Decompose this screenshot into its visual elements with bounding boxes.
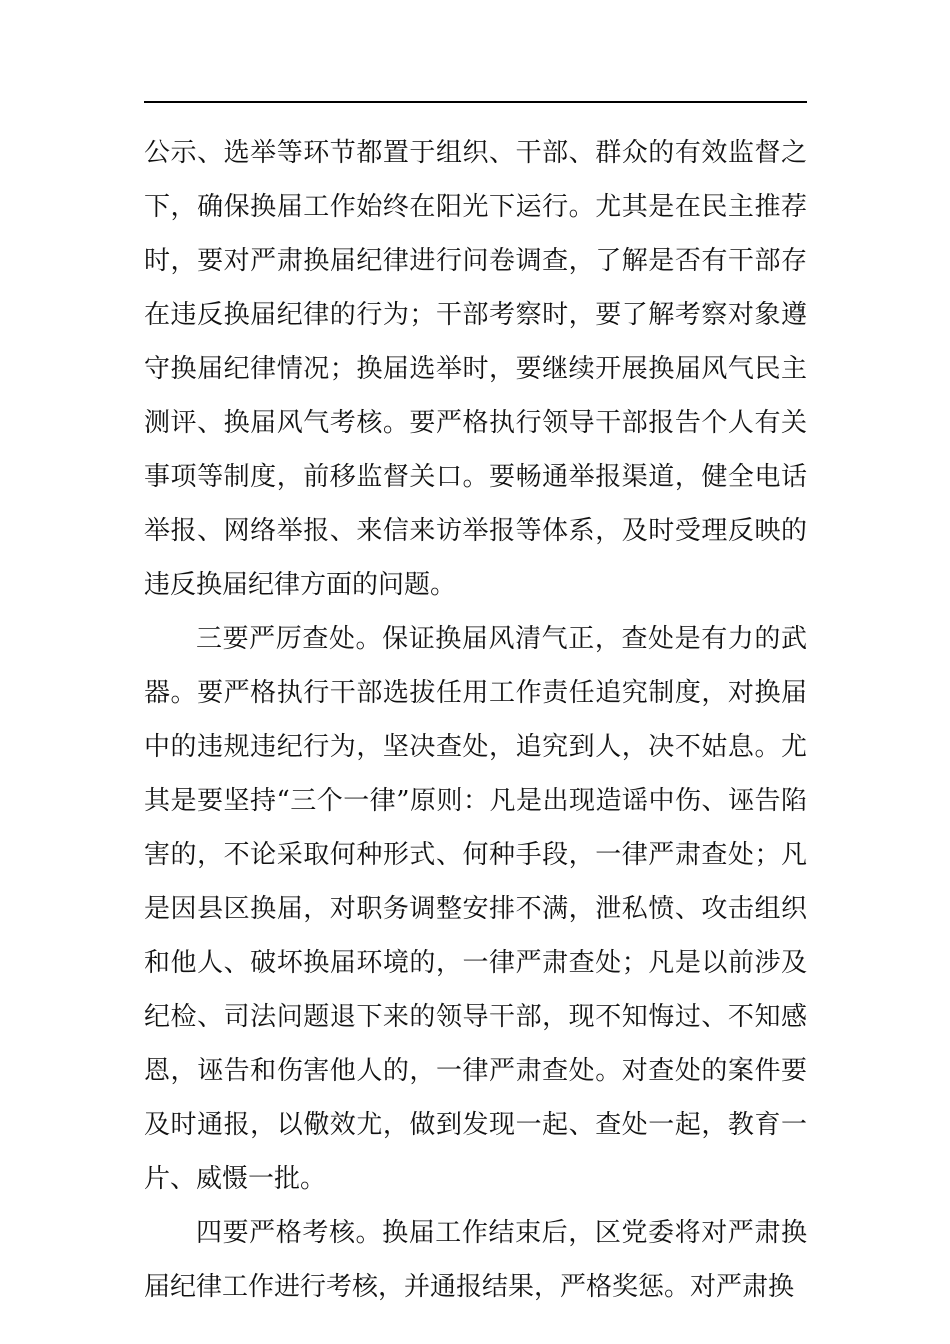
paragraph-continuation: 公示、选举等环节都置于组织、干部、群众的有效监督之下，确保换届工作始终在阳光下运行。尤其是在民主推荐时，要对严肃换届纪律进行问卷调查，了解是否有干部存在违反换届纪律的行为；干部考察时，要了解考察对象遵守换届纪律情况；换届选举时，要继续开展换届风气民主测评、换届风气考核。要严格执行领导干部报告个人有关事项等制度，前移监督关口。要畅通举报渠道，健全电话举报、网络举报、来信来访举报等体系，及时受理反映的违反换届纪律方面的问题。	[144, 138, 807, 600]
document-body	[144, 126, 807, 1314]
paragraph-strict-investigation: 三要严厉查处。保证换届风清气正，查处是有力的武器。要严格执行干部选拔任用工作责任追究制度，对换届中的违规违纪行为，坚决查处，追究到人，决不姑息。尤其是要坚持“三个一律”原则：凡是出现造谣中伤、诬告陷害的，不论采取何种形式、何种手段，一律严肃查处；凡是因县区换届，对职务调整安排不满，泄私愤、攻击组织和他人、破坏换届环境的，一律严肃查处；凡是以前涉及纪检、司法问题退下来的领导干部，现不知悔过、不知感恩，诬告和伤害他人的，一律严肃查处。对查处的案件要及时通报，以儆效尤，做到发现一起、查处一起，教育一片、威慑一批。	[144, 624, 807, 1194]
paragraph-strict-assessment: 四要严格考核。换届工作结束后，区党委将对严肃换届纪律工作进行考核，并通报结果，严格奖惩。对严肃换	[144, 1218, 807, 1302]
header-divider	[144, 101, 807, 103]
